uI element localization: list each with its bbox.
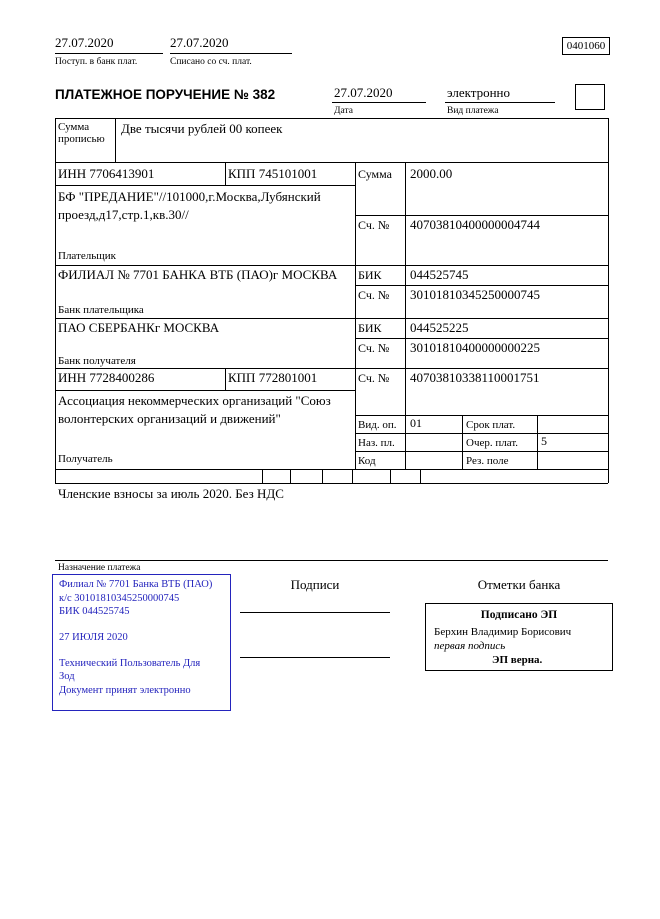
divider (55, 390, 355, 391)
bank-stamp-line: Технический Пользователь Для Зод (59, 657, 201, 683)
payment-purpose-code-label: Наз. пл. (358, 437, 395, 449)
beneficiary-bank-bik: 044525225 (410, 320, 469, 335)
divider (462, 415, 463, 469)
received-date: 27.07.2020 (55, 35, 114, 50)
payer-name: БФ "ПРЕДАНИЕ"//101000,г.Москва,Лубянский проезд,д17,стр.1,кв.30// (58, 189, 321, 222)
operation-type-value: 01 (410, 416, 422, 430)
divider (322, 469, 323, 483)
divider (225, 368, 226, 390)
ep-signature-kind: первая подпись (434, 640, 506, 653)
divider (355, 451, 608, 452)
divider (355, 415, 608, 416)
divider (405, 162, 406, 469)
reserve-field-label: Рез. поле (466, 455, 509, 467)
payer-bank-bik-label: БИК (358, 268, 382, 282)
divider (55, 318, 608, 319)
payer-caption: Плательщик (58, 250, 116, 262)
ep-signer-name: Берхин Владимир Борисович (434, 626, 572, 639)
signatures-caption: Подписи (290, 577, 340, 592)
recipient-account-label: Сч. № (358, 371, 390, 385)
recipient-account: 40703810338110001751 (410, 370, 540, 385)
payment-type-label: Вид платежа (447, 106, 499, 116)
status-box (575, 84, 605, 110)
divider (332, 102, 426, 103)
payment-order-priority-value: 5 (541, 434, 547, 448)
divider (55, 483, 608, 484)
beneficiary-bank-bik-label: БИК (358, 321, 382, 335)
divider (262, 469, 263, 483)
bank-stamp-line: Филиал № 7701 Банка ВТБ (ПАО) (59, 579, 213, 590)
divider (445, 102, 555, 103)
beneficiary-bank-account-label: Сч. № (358, 341, 390, 355)
divider (355, 285, 608, 286)
recipient-caption: Получатель (58, 453, 113, 465)
divider (290, 469, 291, 483)
divider (55, 53, 163, 54)
divider (390, 469, 391, 483)
payer-bank-bik: 044525745 (410, 267, 469, 282)
payer-account: 40703810400000004744 (410, 217, 540, 232)
amount-value: 2000.00 (410, 166, 453, 181)
recipient-kpp: КПП 772801001 (228, 370, 318, 385)
recipient-inn: ИНН 7728400286 (58, 370, 155, 385)
code-label: Код (358, 455, 376, 467)
divider (55, 118, 608, 119)
divider (170, 53, 292, 54)
divider (420, 469, 421, 483)
document-title: ПЛАТЕЖНОЕ ПОРУЧЕНИЕ № 382 (55, 87, 276, 102)
divider (355, 433, 608, 434)
divider (55, 185, 355, 186)
amount-words-value: Две тысячи рублей 00 копеек (121, 121, 283, 136)
payment-purpose-text: Членские взносы за июль 2020. Без НДС (58, 486, 284, 501)
bank-stamp-gap (59, 645, 224, 657)
payer-bank-account: 30101810345250000745 (410, 287, 540, 302)
divider (55, 560, 608, 561)
bank-stamp-line: 27 ИЮЛЯ 2020 (59, 631, 128, 643)
form-code-box: 0401060 (562, 37, 610, 55)
payer-account-label: Сч. № (358, 218, 390, 232)
ep-verified-text: ЭП верна. (492, 653, 543, 666)
debited-date-label: Списано со сч. плат. (170, 57, 252, 67)
bank-stamp-line: к/с 30101810345250000745 (59, 592, 180, 604)
beneficiary-bank-name: ПАО СБЕРБАНКг МОСКВА (58, 320, 220, 335)
received-date-label: Поступ. в банк плат. (55, 57, 138, 67)
signature-line (240, 612, 390, 613)
recipient-name: Ассоциация некоммерческих организаций "Союз волонтерских организаций и движений" (58, 393, 331, 426)
divider (225, 162, 226, 185)
bank-stamp-line: Документ принят электронно (59, 684, 191, 696)
payment-purpose-caption: Назначение платежа (58, 563, 141, 573)
payer-inn: ИНН 7706413901 (58, 166, 155, 181)
payment-type: электронно (447, 85, 511, 100)
debited-date: 27.07.2020 (170, 35, 229, 50)
beneficiary-bank-account: 30101810400000000225 (410, 340, 540, 355)
divider (55, 118, 56, 483)
divider (355, 338, 608, 339)
payer-kpp: КПП 745101001 (228, 166, 318, 181)
document-date: 27.07.2020 (334, 85, 393, 100)
divider (608, 118, 609, 483)
payment-order-priority-label: Очер. плат. (466, 437, 519, 449)
amount-label: Сумма (358, 167, 392, 181)
divider (352, 469, 353, 483)
divider (115, 118, 116, 162)
divider (537, 415, 538, 469)
divider (355, 162, 356, 469)
payer-bank-name: ФИЛИАЛ № 7701 БАНКА ВТБ (ПАО)г МОСКВА (58, 267, 338, 282)
bank-marks-caption: Отметки банка (477, 577, 561, 592)
payer-bank-caption: Банк плательщика (58, 304, 144, 316)
divider (55, 368, 608, 369)
bank-stamp-gap (59, 619, 224, 631)
divider (55, 162, 608, 163)
beneficiary-bank-caption: Банк получателя (58, 355, 136, 367)
ep-title: Подписано ЭП (480, 609, 558, 621)
document-date-label: Дата (334, 106, 353, 116)
payment-term-label: Срок плат. (466, 419, 516, 431)
amount-words-label: Сумма прописью (58, 121, 105, 146)
divider (55, 265, 608, 266)
payer-bank-account-label: Сч. № (358, 288, 390, 302)
divider (55, 469, 608, 470)
bank-stamp (52, 574, 231, 711)
bank-stamp-line: БИК 044525745 (59, 606, 130, 618)
operation-type-label: Вид. оп. (358, 419, 397, 431)
electronic-signature-stamp (425, 603, 613, 671)
divider (355, 215, 608, 216)
signature-line (240, 657, 390, 658)
